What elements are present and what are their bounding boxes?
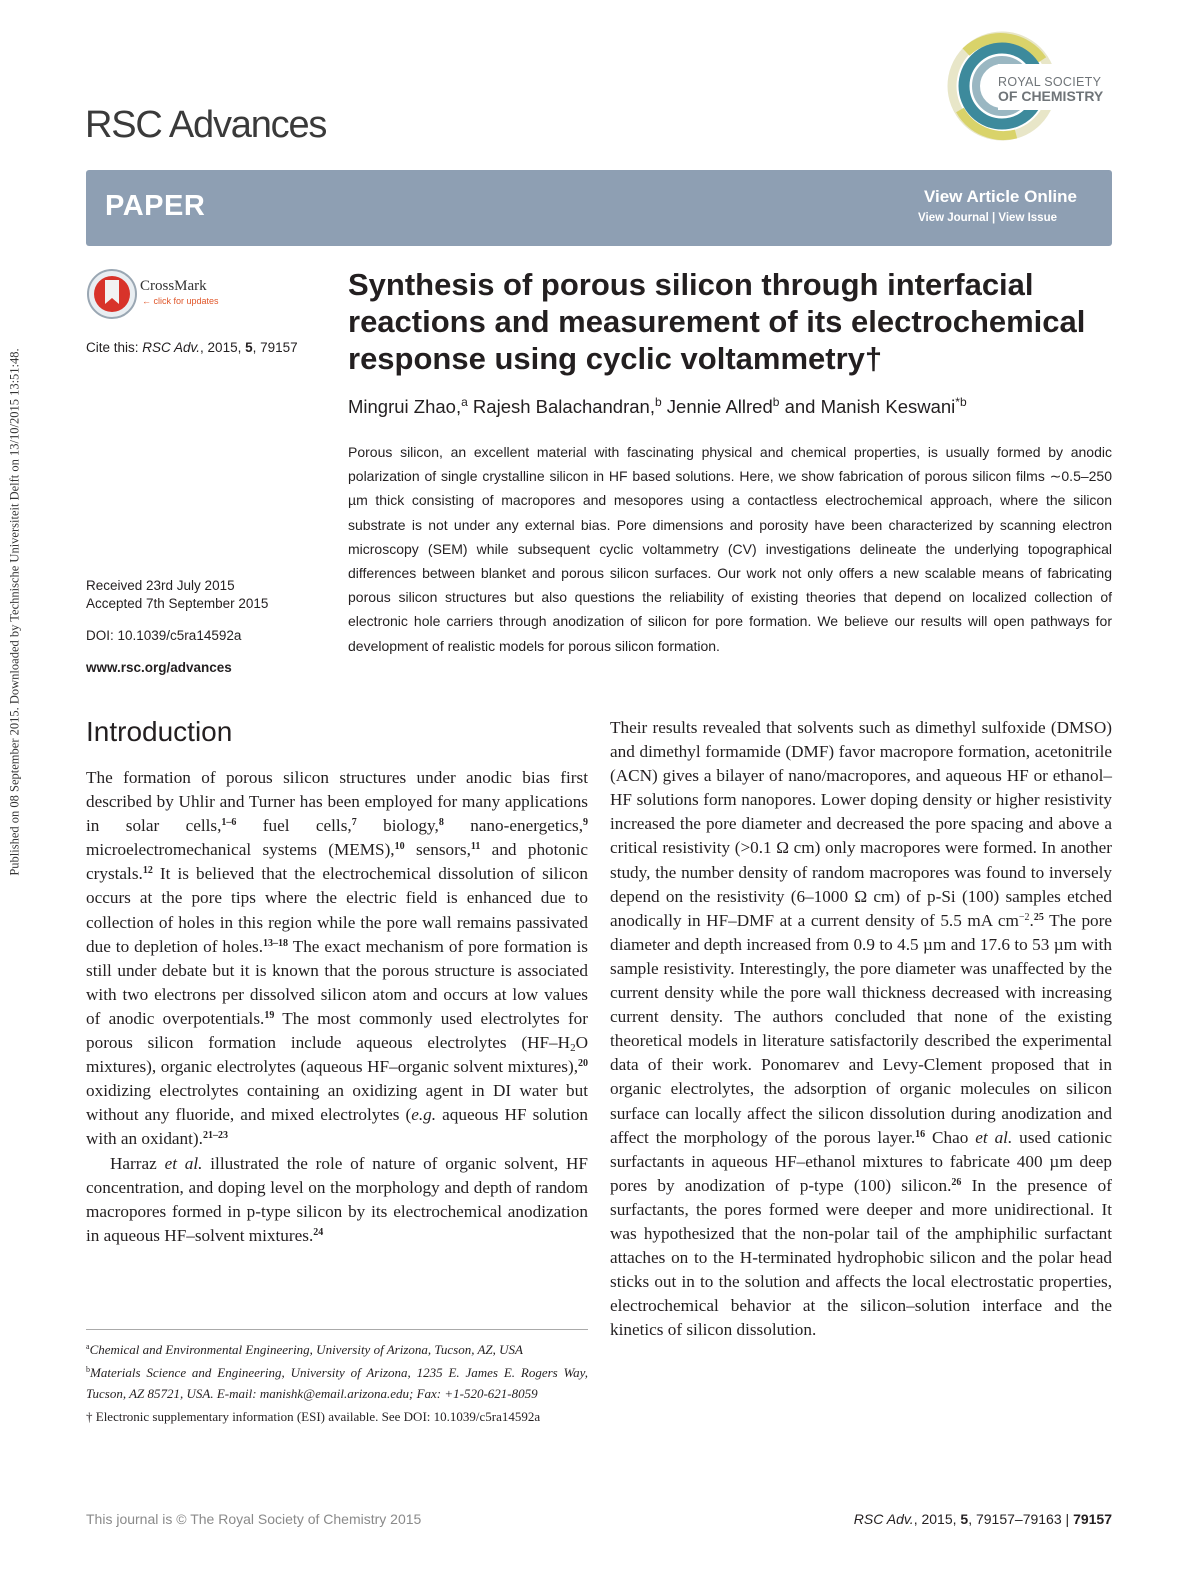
author-affiliation: a <box>461 395 468 409</box>
article-title: Synthesis of porous silicon through interfacial reactions and measurement of its electrochemical response using cyclic voltammetry† <box>348 267 1086 376</box>
text-run: fuel cells, <box>236 816 352 836</box>
paragraph <box>86 1152 588 1248</box>
article-type-banner <box>86 170 1112 246</box>
text-run: The pore diameter and depth increased from 0.9 to 4.5 µm and 17.6 to 53 µm with sample resistivity. Interestingly, the pore diameter was unaffected by the current density while the pore wall thickness decreased with increasing current density. The authors concluded that none of the existing theoretical models in literature satisfactorily described the experimental data of their work. Ponomarev and Levy-Clement proposed that in organic electrolytes, the adsorption of organic molecules on silicon surface can locally affect the silicon dissolution during anodization and affect the morphology of the porous layer. <box>610 910 1112 1147</box>
text-run: Their results revealed that solvents such as dimethyl sulfoxide (DMSO) and dimethyl formamide (DMF) favor macropore formation, acetonitrile (ACN) gives a bilayer of nano/macropores, and aqueous HF or ethanol–HF solutions form nanopores. Lower doping density or higher resistivity increased the pore diameter and decreased the pore spacing and above a critical resistivity (>0.1 Ω cm) only macropores were formed. In another study, the number density of random macropores was found to inversely depend on the resistivity (6–1000 Ω cm) of p-Si (100) samples etched anodically in HF–DMF at a current density of 5.5 mA cm <box>610 718 1112 930</box>
download-watermark <box>4 272 26 952</box>
reference-link[interactable]: 16 <box>915 1128 926 1140</box>
text-run: biology, <box>356 816 439 836</box>
left-column-body <box>86 766 588 1248</box>
crossmark-label: CrossMark <box>140 278 207 294</box>
text-run: The formation of porous silicon structures under anodic bias first described by Uhlir and Turner has been employed for many applications in solar cells, <box>86 768 588 836</box>
author-list <box>348 396 967 418</box>
reference-link[interactable]: 21–23 <box>202 1130 228 1142</box>
reference-link[interactable]: 12 <box>142 865 153 877</box>
footer-pages: , 79157–79163 <box>968 1511 1062 1527</box>
footer-copyright: This journal is © The Royal Society of Chemistry 2015 <box>86 1511 422 1527</box>
footnote-mark: a <box>86 1342 90 1351</box>
text-run: The most commonly used electrolytes for porous silicon formation include aqueous electrolytes (HF–H <box>86 1008 589 1053</box>
italic-text: e.g. <box>411 1105 437 1125</box>
reference-link[interactable]: 20 <box>578 1058 588 1070</box>
reference-link[interactable]: 1–6 <box>221 817 237 829</box>
author-affiliation: b <box>772 395 780 409</box>
doi[interactable]: DOI: 10.1039/c5ra14592a <box>86 628 242 643</box>
text-run: illustrated the role of nature of organic solvent, HF concentration, and doping level on the morphology and depth of random macropores formed in p-type silicon by its electrochemical anodization in aqueous HF–solvent mixtures. <box>86 1153 588 1245</box>
citation-journal: RSC Adv. <box>142 340 201 355</box>
journal-title: RSC Advances <box>85 104 327 146</box>
text-run: nano-energetics, <box>443 816 583 836</box>
footer-separator: | <box>1061 1511 1074 1527</box>
logo-line-2: OF CHEMISTRY <box>998 88 1104 104</box>
reference-link[interactable]: 8 <box>438 817 444 829</box>
reference-link[interactable]: 13–18 <box>263 937 289 949</box>
author-name: Jennie Allred <box>661 396 773 417</box>
footer-year: , 2015, <box>913 1511 961 1527</box>
citation-volume: 5 <box>245 340 253 355</box>
author-affiliation: *b <box>955 395 967 409</box>
author-name: and Manish Keswani <box>779 396 956 417</box>
section-heading-introduction: Introduction <box>86 716 233 747</box>
affiliation-footnote-b <box>86 1362 588 1405</box>
citation <box>86 340 298 355</box>
text-run: The exact mechanism of pore formation is still under debate but it is known that the porous structure is associated with two electrons per dissolved silicon atom and occurs at low values of anodic overpotentials. <box>86 936 588 1028</box>
abstract: Porous silicon, an excellent material with fascinating physical and chemical properties, is usually formed by anodic polarization of single crystalline silicon in HF based solutions. Here, we show fabrication of porous silicon films ∼0.5–250 µm thick consisting of macropores and mesopores using a contactless electrochemical approach, where the silicon substrate is not under any external bias. Pore dimensions and porosity have been characterized by scanning electron microscopy (SEM) while subsequent cyclic voltammetry (CV) investigations delineate the underlying topographical differences between blanket and porous silicon surfaces. Our work not only offers a new scalable means of fabricating porous silicon structures but also questions the reliability of existing theories that depend on localized collection of electronic hole carriers through anodization of silicon for pore formation. We believe our results will open pathways for development of realistic models for porous silicon formation. <box>348 444 1112 654</box>
text-run: oxidizing electrolytes containing an oxidizing agent in DI water but without any fluoride, and mixed electrolytes ( <box>86 1081 588 1125</box>
footnote-text: Chemical and Environmental Engineering, University of Arizona, Tucson, AZ, USA <box>89 1342 523 1357</box>
text-run: sensors, <box>404 840 471 860</box>
footnote-mark: b <box>86 1364 90 1374</box>
footer-volume: 5 <box>960 1511 969 1527</box>
footer-citation <box>854 1511 1112 1527</box>
download-watermark-text: Published on 08 September 2015. Downloaded by Technische Universiteit Delft on 13/10/2015 13:51:48. <box>7 348 22 876</box>
affiliation-footnote-a <box>86 1339 588 1361</box>
crossmark-badge[interactable] <box>86 268 236 320</box>
right-column-body <box>610 716 1112 1342</box>
crossmark-icon <box>86 268 138 320</box>
paragraph <box>610 716 1112 1342</box>
paragraph <box>86 766 588 1152</box>
text-run: Chao <box>925 1127 976 1147</box>
reference-link[interactable]: 25 <box>1033 911 1044 923</box>
view-issue-link[interactable]: View Issue <box>998 212 1057 224</box>
accepted-date: Accepted 7th September 2015 <box>86 596 269 611</box>
logo-line-1: ROYAL SOCIETY <box>998 75 1102 89</box>
received-date: Received 23rd July 2015 <box>86 578 235 593</box>
journal-website-link[interactable]: www.rsc.org/advances <box>86 660 232 675</box>
reference-link[interactable]: 19 <box>264 1009 275 1021</box>
footnotes <box>86 1339 588 1428</box>
text-run: In the presence of surfactants, the pores formed were deeper and more unidirectional. It was hypothesized that the non-polar tail of the amphiphilic surfactant attaches on to the H-terminated hydrophobic silicon and the polar head sticks out in to the solution and affects the local electrostatic properties, electrochemical behavior at the silicon–solution interface and the kinetics of silicon dissolution. <box>610 1175 1112 1340</box>
text-run: aqueous HF solution with an oxidant). <box>86 1105 588 1149</box>
author-name: Rajesh Balachandran, <box>467 396 655 417</box>
author-name: Mingrui Zhao, <box>348 396 462 417</box>
reference-link[interactable]: 9 <box>583 817 588 829</box>
text-run: used cationic surfactants in aqueous HF–ethanol mixtures to fabricate 400 µm deep pores by anodization of p-type (100) silicon. <box>610 1127 1113 1195</box>
author-affiliation: b <box>654 395 662 409</box>
reference-link[interactable]: 26 <box>951 1176 962 1188</box>
footnote-text: Materials Science and Engineering, University of Arizona, 1235 E. James E. Rogers Way, Tucson, AZ 85721, USA. E-mail: manishk@email.arizona.edu; Fax: +1-520-621-8059 <box>86 1364 588 1401</box>
superscript: −2 <box>1018 911 1030 923</box>
text-run: microelectromechanical systems (MEMS), <box>86 840 395 860</box>
article-type-label: PAPER <box>105 190 206 222</box>
citation-prefix: Cite this: <box>86 340 143 355</box>
crossmark-sublabel: ← click for updates <box>142 296 219 306</box>
view-article-online-link[interactable]: View Article Online <box>923 187 1077 206</box>
citation-page: , 79157 <box>252 340 298 355</box>
page-number: 79157 <box>1073 1511 1112 1527</box>
reference-link[interactable]: 7 <box>351 817 357 829</box>
text-run: . <box>1029 910 1034 930</box>
reference-link[interactable]: 24 <box>313 1226 324 1238</box>
reference-link[interactable]: 10 <box>394 841 405 853</box>
footer-journal: RSC Adv. <box>853 1511 914 1527</box>
reference-link[interactable]: 11 <box>470 841 481 853</box>
footnote-divider <box>86 1329 588 1330</box>
rsc-logo[interactable] <box>946 30 1121 142</box>
italic-text: et al. <box>164 1153 203 1173</box>
text-run: Harraz <box>110 1153 165 1173</box>
italic-text: et al. <box>975 1127 1013 1147</box>
view-journal-link[interactable]: View Journal <box>918 212 989 224</box>
esi-footnote[interactable]: † Electronic supplementary information (ESI) available. See DOI: 10.1039/c5ra14592a <box>86 1408 541 1424</box>
text-run: O mixtures), organic electrolytes (aqueous HF–organic solvent mixtures), <box>86 1033 588 1077</box>
citation-year: , 2015, <box>200 340 246 355</box>
view-links <box>918 212 1057 224</box>
text-run: It is believed that the electrochemical dissolution of silicon occurs at the pore tips where the electric field is enhanced due to collection of holes in this region while the pore wall remains passivated due to depletion of holes. <box>86 864 588 956</box>
subscript: 2 <box>570 1042 576 1055</box>
view-links-separator: | <box>988 212 999 224</box>
text-run: and photonic crystals. <box>86 840 588 884</box>
